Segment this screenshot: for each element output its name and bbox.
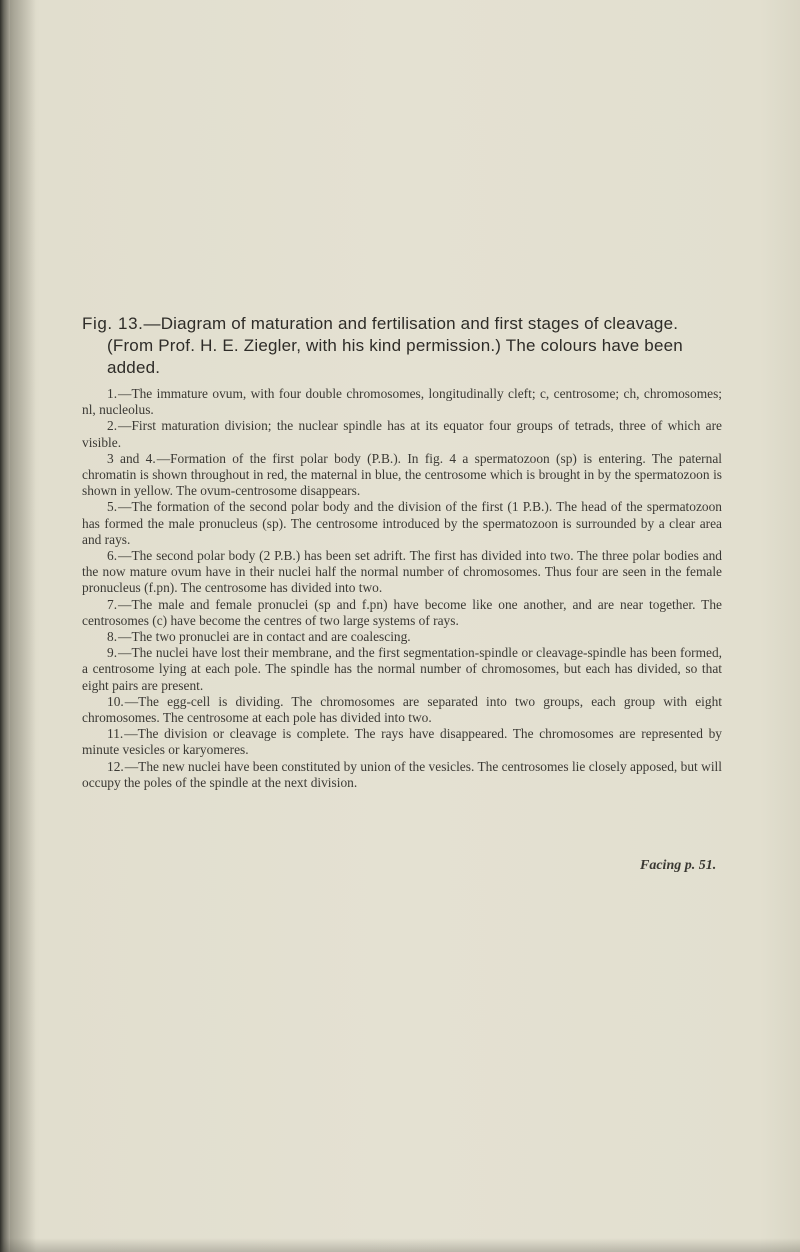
item-number: 2. [107,418,118,434]
figure-label: Fig. 13. [82,314,144,333]
caption-item [82,451,722,500]
item-text: —The immature ovum, with four double chromosomes, longitudinally cleft; c, centrosome; ch, chromosomes; nl, nucleolus. [82,386,722,418]
caption-item [82,645,722,694]
caption-item [82,499,722,548]
item-text: —The formation of the second polar body and the division of the first (1 P.B.). The head of the spermatozoon has formed the male pronucleus (sp). The centrosome introduced by the spermatozoon is surrounded by a clear area and rays. [82,499,722,547]
caption-item [82,759,722,791]
item-number: 10. [107,693,124,709]
figure-caption [82,313,722,791]
item-number: 9. [107,645,118,661]
caption-item [82,629,722,645]
caption-item-list [82,386,722,791]
caption-item [82,386,722,418]
gutter-shadow [10,0,36,1252]
item-text: —The two pronuclei are in contact and are coalescing. [118,629,411,645]
item-number: 12. [107,758,124,774]
item-number: 3 and 4. [107,450,156,466]
item-number: 6. [107,548,118,564]
item-number: 11. [107,726,124,742]
item-text: —The egg-cell is dividing. The chromosomes are separated into two groups, each group with eight chromosomes. The centrosome at each pole has divided into two. [82,693,722,726]
item-text: —First maturation division; the nuclear spindle has at its equator four groups of tetrads, three of which are visible. [82,418,722,450]
caption-item [82,418,722,450]
caption-item [82,694,722,726]
item-text: —The new nuclei have been constituted by union of the vesicles. The centrosomes lie closely apposed, but will occupy the poles of the spindle at the next division. [82,758,722,790]
item-number: 1. [107,386,118,401]
caption-item [82,597,722,629]
item-number: 5. [107,499,118,515]
page-binding-edge [0,0,10,1252]
caption-item [82,548,722,597]
page-bottom-edge [0,1238,800,1252]
item-text: —Formation of the first polar body (P.B.). In fig. 4 a spermatozoon (sp) is entering. The paternal chromatin is shown throughout in red, the maternal in blue, the centrosome which is brought in by the spermatozoon is shown in yellow. The ovum-centrosome disappears. [82,450,722,499]
figure-heading-text: —Diagram of maturation and fertilisation and first stages of cleavage. (From Prof. H. E. Ziegler, with his kind permission.) The colours have been added. [107,314,683,377]
item-number: 8. [107,629,118,645]
item-text: —The division or cleavage is complete. The rays have disappeared. The chromosomes are represented by minute vesicles or karyomeres. [82,726,722,758]
figure-heading [82,313,722,379]
facing-page-note: Facing p. 51. [640,858,717,873]
item-text: —The nuclei have lost their membrane, and the first segmentation-spindle or cleavage-spindle has been formed, a centrosome lying at each pole. The spindle has the normal number of chromosomes, but each has divided, so that eight pairs are present. [82,645,722,693]
item-text: —The male and female pronuclei (sp and f.pn) have become like one another, and are near together. The centrosomes (c) have become the centres of two large systems of rays. [82,596,722,628]
caption-item [82,726,722,758]
item-number: 7. [107,596,118,612]
item-text: —The second polar body (2 P.B.) has been set adrift. The first has divided into two. The three polar bodies and the now mature ovum have in their nuclei half the normal number of chromosomes. Thus four are seen in the female pronucleus (f.pn). The centrosome has divided into two. [82,548,722,596]
